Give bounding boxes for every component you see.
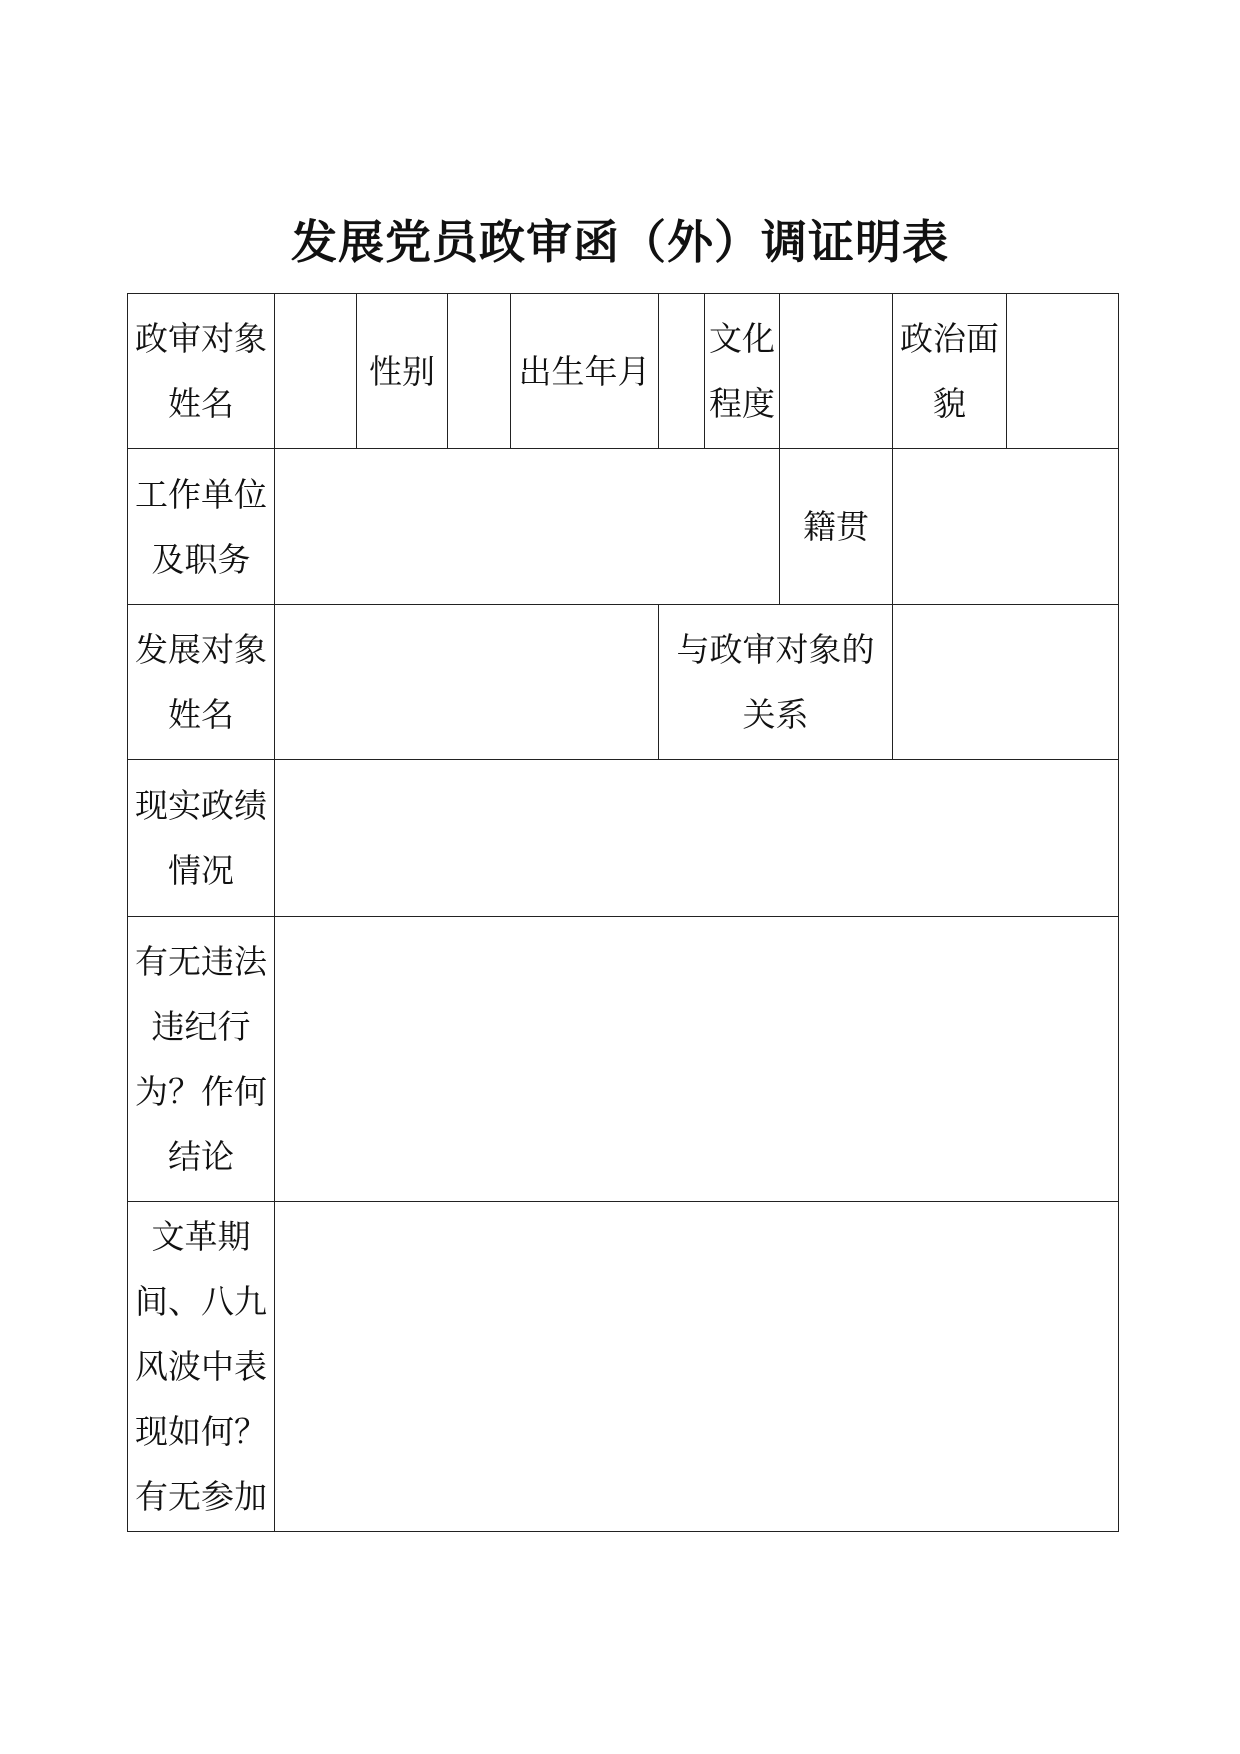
page-title: 发展党员政审函（外）调证明表 [291, 215, 949, 269]
label-education: 文化程度 [705, 294, 780, 449]
row-violations [128, 917, 1119, 1202]
label-relation: 与政审对象的关系 [659, 605, 893, 760]
row-performance [128, 760, 1119, 917]
row-work-unit [128, 449, 1119, 605]
row-candidate [128, 605, 1119, 760]
field-work-unit[interactable] [275, 449, 780, 605]
row-basic-info [128, 294, 1119, 449]
row-history [128, 1202, 1119, 1532]
label-political: 政治面貌 [893, 294, 1007, 449]
field-education[interactable] [780, 294, 893, 449]
field-subject-name[interactable] [275, 294, 357, 449]
field-political[interactable] [1007, 294, 1119, 449]
label-history: 文革期间、八九风波中表现如何？有无参加 [128, 1202, 275, 1532]
form-table [127, 293, 1119, 1532]
label-gender: 性别 [357, 294, 448, 449]
field-native-place[interactable] [893, 449, 1119, 605]
label-candidate-name: 发展对象姓名 [128, 605, 275, 760]
label-subject-name: 政审对象姓名 [128, 294, 275, 449]
label-performance: 现实政绩情况 [128, 760, 275, 917]
field-gender[interactable] [448, 294, 511, 449]
field-birth[interactable] [659, 294, 705, 449]
label-violations: 有无违法违纪行为？作何结论 [128, 917, 275, 1202]
field-candidate-name[interactable] [275, 605, 659, 760]
label-native-place: 籍贯 [780, 449, 893, 605]
label-work-unit: 工作单位及职务 [128, 449, 275, 605]
field-relation[interactable] [893, 605, 1119, 760]
label-birth: 出生年月 [511, 294, 659, 449]
field-history[interactable] [275, 1202, 1119, 1532]
field-violations[interactable] [275, 917, 1119, 1202]
field-performance[interactable] [275, 760, 1119, 917]
